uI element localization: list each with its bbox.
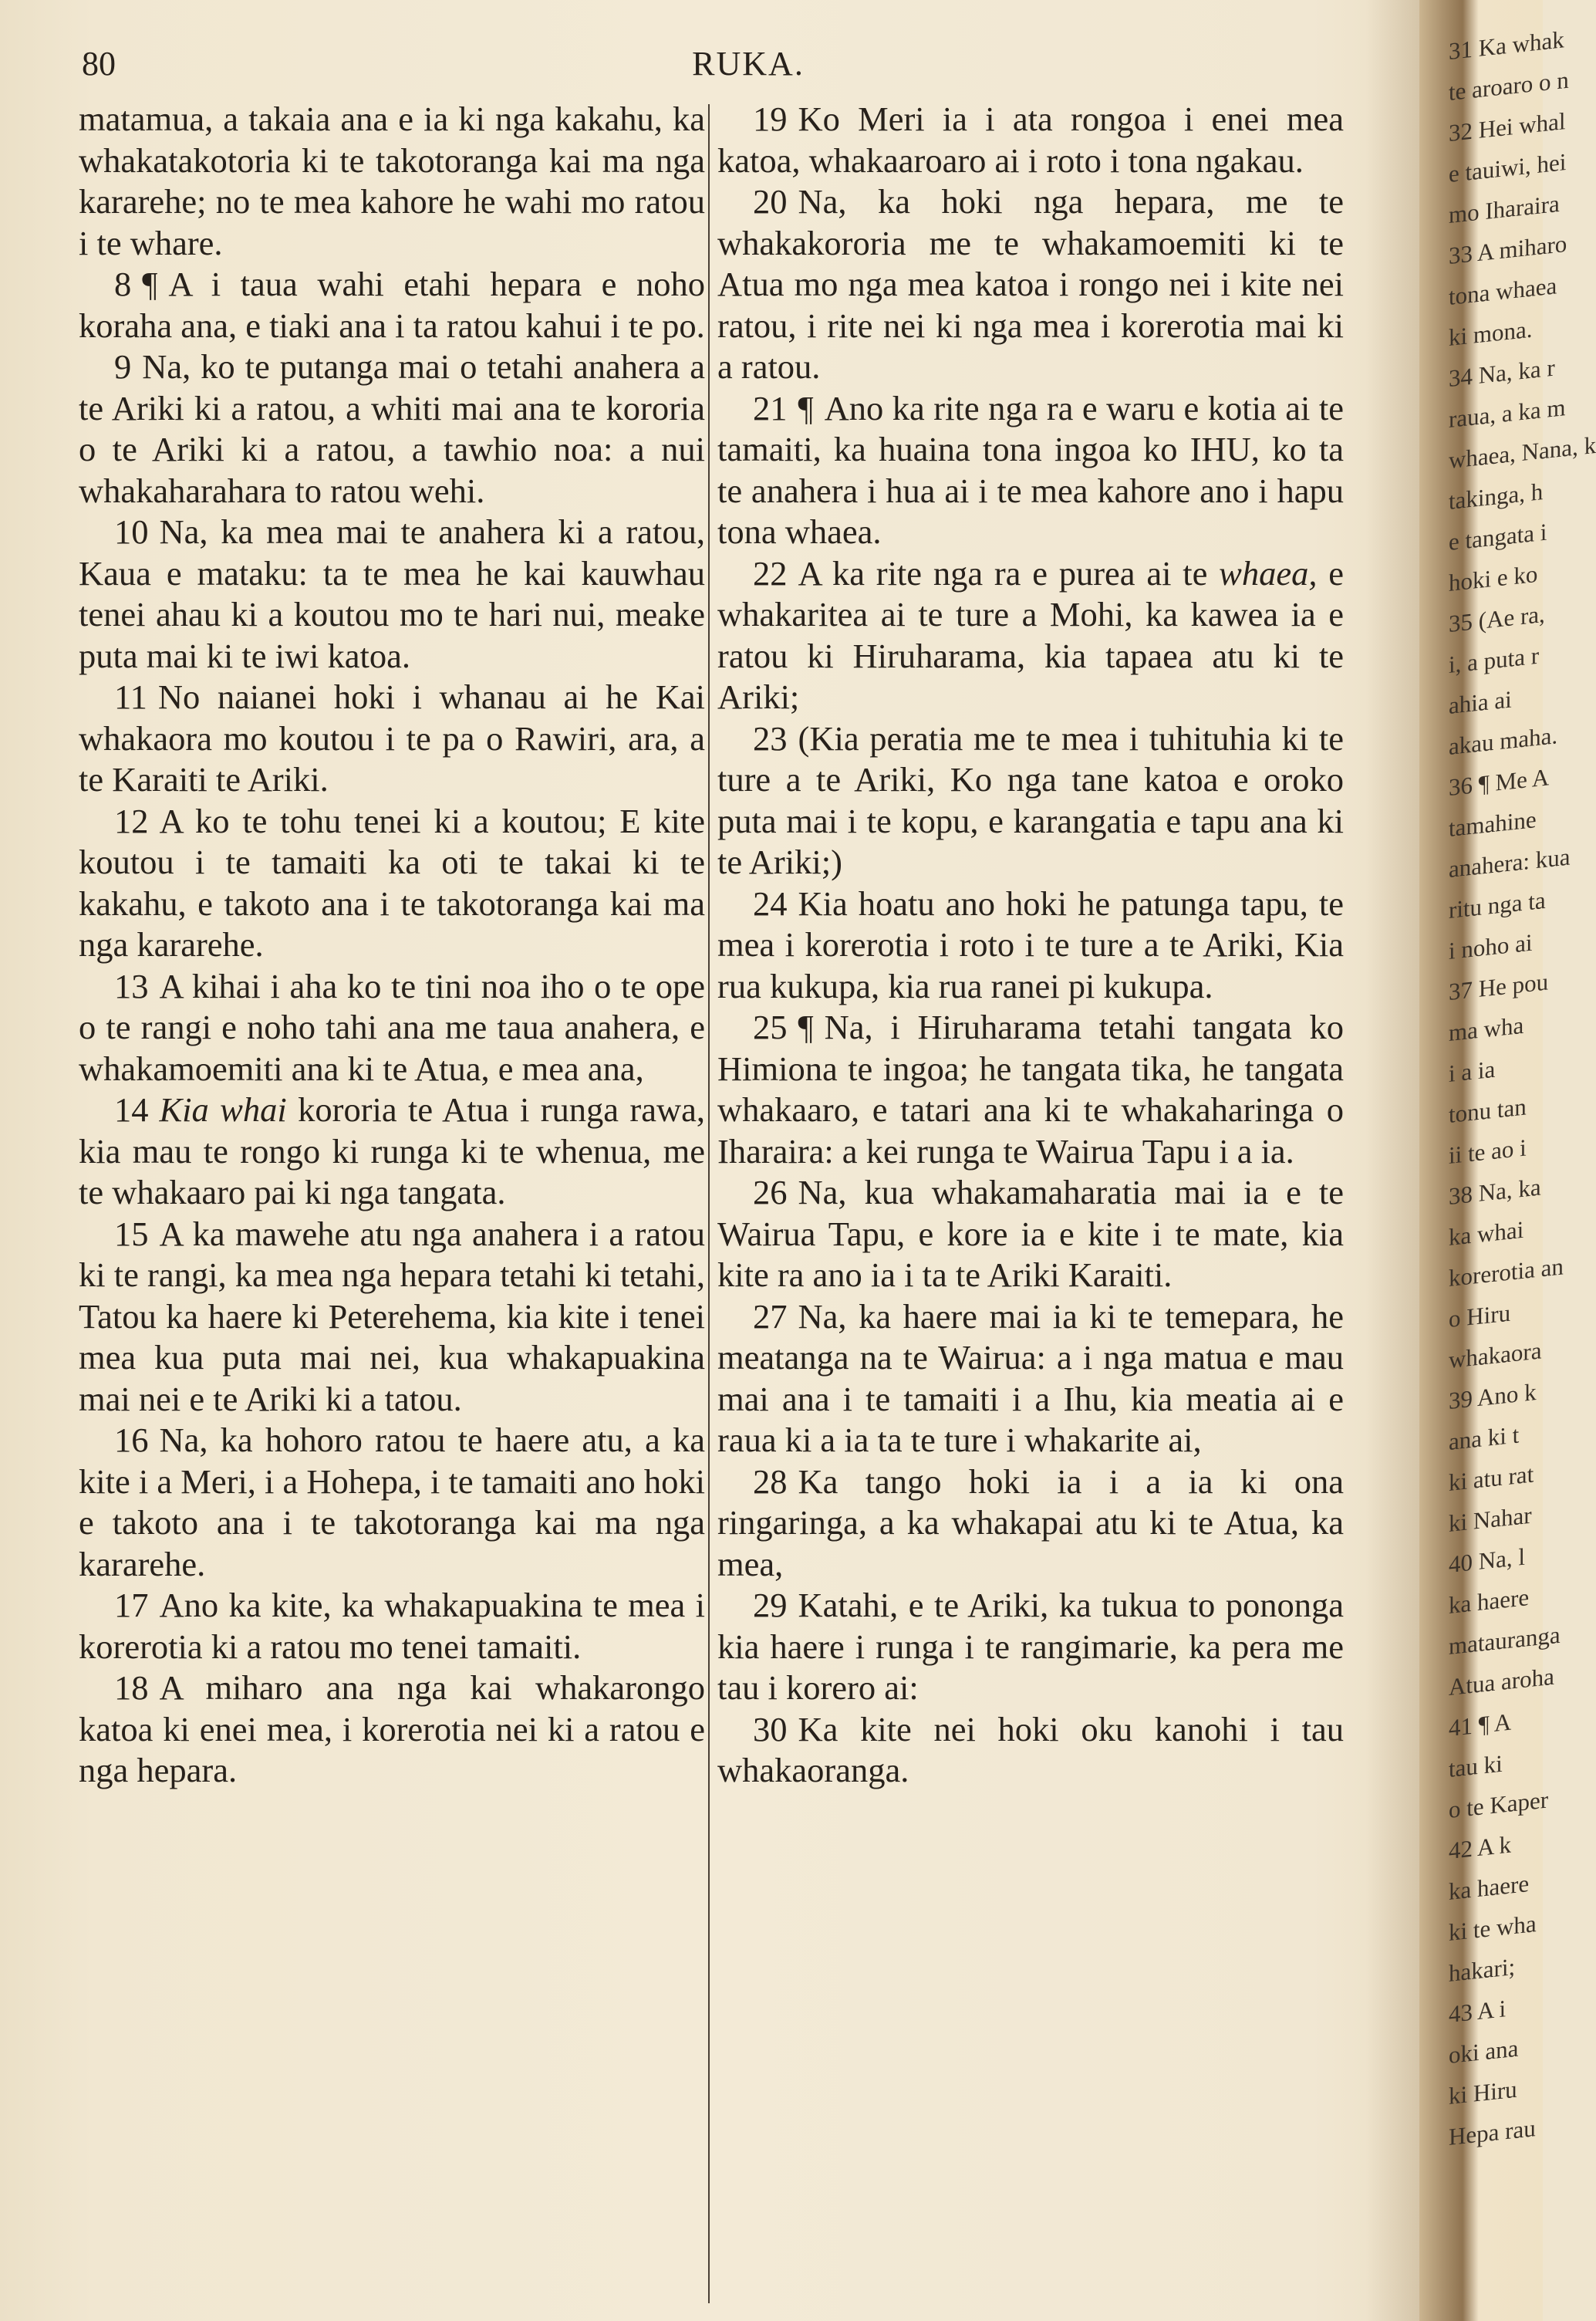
verse-text: Kia hoatu ano hoki he patunga tapu, te mea i korerotia i roto i te ture a te Ariki, Kia rua kukupa, kia rua ranei pi kukupa. (717, 883, 1344, 1005)
verse-number: 29 (753, 1586, 788, 1624)
verse (717, 883, 1344, 1008)
page-number: 80 (82, 45, 116, 83)
verse-number: 9 (114, 347, 132, 386)
verse (717, 1007, 1344, 1172)
verse-number: 17 (114, 1586, 149, 1624)
verse-number: 24 (753, 883, 788, 923)
next-page-line: ahia ai (1449, 685, 1512, 719)
next-page-line: ka haere (1449, 1583, 1530, 1619)
verse-number: 10 (114, 512, 149, 551)
verse (717, 181, 1344, 388)
verse-text: A kihai i aha ko te tini noa iho o te ope o te rangi e noho tahi ana me taua anahera, e whakamoemiti ana ki te Atua, e mea ana, (79, 966, 705, 1088)
next-page-line: ka haere (1449, 1870, 1530, 1905)
verse-text: Na, ko te putanga mai o tetahi anahera a te Ariki ki a ratou, a whiti mai ana te kororia o te Ariki ki a ratou, a tawhio noa: a nui whakaharahara to ratou wehi. (79, 347, 705, 510)
verse-text: Ano ka rite nga ra e waru e kotia ai te tamaiti, ka huaina tona ingoa ko IHU, ko ta te anahera i hua ai i te mea kahore ano i hapu tona whaea. (717, 388, 1344, 551)
verse-text: Katahi, e te Ariki, ka tukua to pononga kia haere i runga i te rangimarie, ka pera me tau i korero ai: (717, 1586, 1344, 1707)
next-page-line: 35 (Ae ra, (1449, 600, 1545, 637)
next-page-line: i, a puta r (1449, 641, 1540, 678)
verse (79, 264, 705, 346)
next-page-line: 32 Hei whal (1449, 107, 1566, 147)
next-page-line: i noho ai (1449, 928, 1533, 965)
left-verse-list (79, 264, 705, 1792)
verse-text: A i taua wahi etahi hepara e noho koraha ana, e tiaki ana i ta ratou kahui i te po. (79, 265, 705, 345)
next-page-line: takinga, h (1449, 478, 1544, 515)
verse-number: 12 (114, 801, 149, 840)
verse-continuation: matamua, a takaia ana e ia ki nga kakahu, ka whakatakotoria ki te takotoranga kai ma nga kararehe; no te mea kahore he wahi mo ratou i te whare. (79, 100, 705, 262)
next-page-line: korerotia an (1449, 1252, 1564, 1292)
next-page-line: whakaora (1449, 1336, 1542, 1373)
verse-text: Ano ka kite, ka whakapuakina te mea i korerotia ki a ratou mo tenei tamaiti. (79, 1586, 705, 1666)
verse-text: A ko te tohu tenei ki a koutou; E kite koutou i te tamaiti ka oti te takai ki te kakahu, e takoto ana i te takotoranga kai ma nga kararehe. (79, 801, 705, 964)
verse (79, 966, 705, 1090)
verse-text: Na, ka haere mai ia ki te temepara, he meatanga na te Wairua: a i nga matua e mau mai ana i te tamaiti i a Ihu, kia meatia ai e raua ki a ia ta te ture i whakarite ai, (717, 1296, 1344, 1459)
running-title: RUKA. (692, 45, 805, 83)
next-page-line: tamahine (1449, 806, 1537, 842)
right-verse-list (717, 99, 1344, 1792)
next-page-line: hoki e ko (1449, 559, 1538, 596)
next-page-line: akau maha. (1449, 721, 1558, 760)
verse-number: 14 (114, 1090, 149, 1129)
verse-number: 26 (753, 1173, 788, 1211)
next-page-line: ma wha (1449, 1011, 1524, 1046)
next-page-line: i a ia (1449, 1055, 1496, 1087)
verse-number: 11 (114, 677, 147, 716)
next-page-line: te aroaro o n (1449, 66, 1569, 106)
next-page-line: 40 Na, l (1449, 1542, 1526, 1578)
verse (79, 512, 705, 677)
verse-text: Ka tango hoki ia i a ia ki ona ringaringa, a ka whakapai atu ki te Atua, ka mea, (717, 1461, 1344, 1583)
next-page-line: tonu tan (1449, 1093, 1527, 1128)
next-page-line: mo Iharaira (1449, 189, 1560, 228)
next-page-line: ritu nga ta (1449, 886, 1546, 924)
verse (717, 388, 1344, 553)
next-page-text (1449, 17, 1596, 2157)
verse-text: Na, ka hoki nga hepara, me te whakakororia me te whakamoemiti ki te Atua mo nga mea katoa i rongo nei i kite nei ratou, i rite nei ki nga mea i korerotia mai ki a ratou. (717, 182, 1344, 386)
next-page-line: tona whaea (1449, 272, 1557, 310)
verse-text: (Kia peratia me te mea i tuhituhia ki te ture a te Ariki, Ko nga tane katoa e oroko puta mai i te kopu, e karangatia e tapu ana ki te Ariki;) (717, 718, 1344, 881)
verse-text: Na, ka hohoro ratou te haere atu, a ka kite i a Meri, i a Hohepa, i te tamaiti ano hoki e takoto ana i te takotoranga kai ma nga kararehe. (79, 1421, 705, 1583)
next-page-line: 31 Ka whak (1449, 25, 1564, 65)
verse-number: 27 (753, 1296, 788, 1336)
verse (717, 1709, 1344, 1792)
column-divider (708, 104, 710, 2303)
verse-number: 19 (753, 100, 788, 138)
verse-text: e whakaritea ai te ture a Mohi, ka kawea ia e ratou ki Hiruharama, kia tapaea atu ki te Ariki; (717, 553, 1344, 716)
verse-text: Ko Meri ia i ata rongoa i enei mea katoa, whakaaroaro ai i roto i tona ngakau. (717, 100, 1344, 180)
verse-number: 18 (114, 1668, 149, 1707)
verse-text: A ka mawehe atu nga anahera i a ratou ki te rangi, ka mea nga hepara tetahi ki tetahi, Tatou ka haere ki Peterehema, kia kite i tenei mea kua puta mai nei, kua whakapuakina mai nei e te Ariki ki a tatou. (79, 1214, 705, 1418)
next-page-line: e tauiwi, hei (1449, 147, 1567, 188)
pilcrow-icon: ¶ (798, 1008, 814, 1046)
next-page-line: 37 He pou (1449, 968, 1549, 1005)
verse-text: Na, i Hiruharama tetahi tangata ko Himiona te ingoa; he tangata tika, he tangata whakaaro, e tatari ana ki te whakaharinga o Iharaira: a kei runga te Wairua Tapu i a ia. (717, 1008, 1344, 1171)
verse-text: A miharo ana nga kai whakarongo katoa ki enei mea, i korerotia nei ki a ratou e nga hepara. (79, 1668, 705, 1789)
next-page-line: 43 A i (1449, 1995, 1507, 2028)
verse (79, 1420, 705, 1585)
right-column (717, 99, 1344, 1792)
next-page-line: 38 Na, ka (1449, 1173, 1541, 1210)
next-page-line: ki atu rat (1449, 1460, 1534, 1496)
page-header (77, 37, 1342, 91)
verse-number: 13 (114, 966, 149, 1005)
verse (79, 1090, 705, 1214)
next-page-line: ii te ao i (1449, 1133, 1527, 1169)
verse (79, 677, 705, 801)
verse-number: 28 (753, 1461, 788, 1501)
next-page-line: o te Kaper (1449, 1786, 1549, 1823)
verse (79, 801, 705, 966)
verse (717, 1461, 1344, 1586)
next-page-line: oki ana (1449, 2034, 1519, 2069)
verse-italic: Kia whai (159, 1090, 287, 1129)
verse-number: 20 (753, 182, 788, 221)
left-column (79, 99, 705, 1792)
next-page-line: whaea, Nana, k (1449, 431, 1596, 474)
pilcrow-icon: ¶ (142, 265, 158, 303)
verse-text: No naianei hoki i whanau ai he Kai whakaora mo koutou i te pa o Rawiri, ara, a te Karaiti te Ariki. (79, 677, 705, 799)
next-page-line: Atua aroha (1449, 1662, 1554, 1701)
next-page-line: ki mona. (1449, 315, 1533, 351)
verse (717, 99, 1344, 181)
next-page-line: ka whai (1449, 1215, 1524, 1251)
verse-text: Na, ka mea mai te anahera ki a ratou, Kaua e mataku: ta te mea he kai kauwhau tenei ahau ki a koutou mo te hari nui, meake puta mai ki te iwi katoa. (79, 512, 705, 675)
verse-number: 25 (753, 1008, 788, 1046)
verse-text: kororia te Atua i runga rawa, kia mau te rongo ki runga ki te whenua, me te whakaaro pai ki nga tangata. (79, 1090, 705, 1211)
next-page-line: o Hiru (1449, 1299, 1511, 1333)
next-page-line: 41 ¶ A (1449, 1708, 1512, 1742)
verse-number: 30 (753, 1709, 788, 1748)
verse-number: 15 (114, 1214, 149, 1253)
next-page-line: 33 A miharo (1449, 229, 1567, 269)
next-page-line: anahera: kua (1449, 843, 1571, 883)
verse (717, 718, 1344, 883)
verse (717, 1296, 1344, 1461)
verse-number: 16 (114, 1421, 149, 1459)
next-page-line: e tangata i (1449, 518, 1547, 556)
verse (79, 1214, 705, 1421)
next-page-line: 34 Na, ka r (1449, 353, 1555, 392)
pilcrow-icon: ¶ (798, 388, 814, 427)
next-page-line: tau ki (1449, 1749, 1503, 1782)
verse (79, 1667, 705, 1792)
next-page-line: 39 Ano k (1449, 1378, 1537, 1414)
next-page-line: raua, a ka m (1449, 394, 1566, 433)
verse-number: 8 (114, 265, 132, 303)
verse-italic: whaea, (1219, 553, 1318, 593)
verse (717, 553, 1344, 718)
next-page-line: hakari; (1449, 1952, 1516, 1987)
verse-text: Na, kua whakamaharatia mai ia e te Wairua Tapu, e kore ia e kite i te mate, kia kite ra ano ia i ta te Ariki Karaiti. (717, 1173, 1344, 1294)
verse (79, 346, 705, 512)
next-page-line: matauranga (1449, 1620, 1561, 1660)
verse-text: Ka kite nei hoki oku kanohi i tau whakaoranga. (717, 1709, 1344, 1789)
verse-number: 22 (753, 553, 788, 593)
verse (717, 1585, 1344, 1709)
next-page-line: ki te wha (1449, 1910, 1537, 1946)
verse (717, 1172, 1344, 1296)
next-page-line: 42 A k (1449, 1830, 1511, 1864)
verse-number: 21 (753, 388, 788, 427)
next-page-line: ki Nahar (1449, 1501, 1532, 1537)
next-page-line: Hepa rau (1449, 2114, 1536, 2150)
verse-number: 23 (753, 718, 788, 758)
next-page-line: 36 ¶ Me A (1449, 763, 1550, 801)
next-page-line: ana ki t (1449, 1421, 1520, 1455)
next-page-line: ki Hiru (1449, 2075, 1517, 2110)
verse (79, 1585, 705, 1667)
verse-text: A ka rite nga ra e purea ai te (798, 553, 1220, 593)
